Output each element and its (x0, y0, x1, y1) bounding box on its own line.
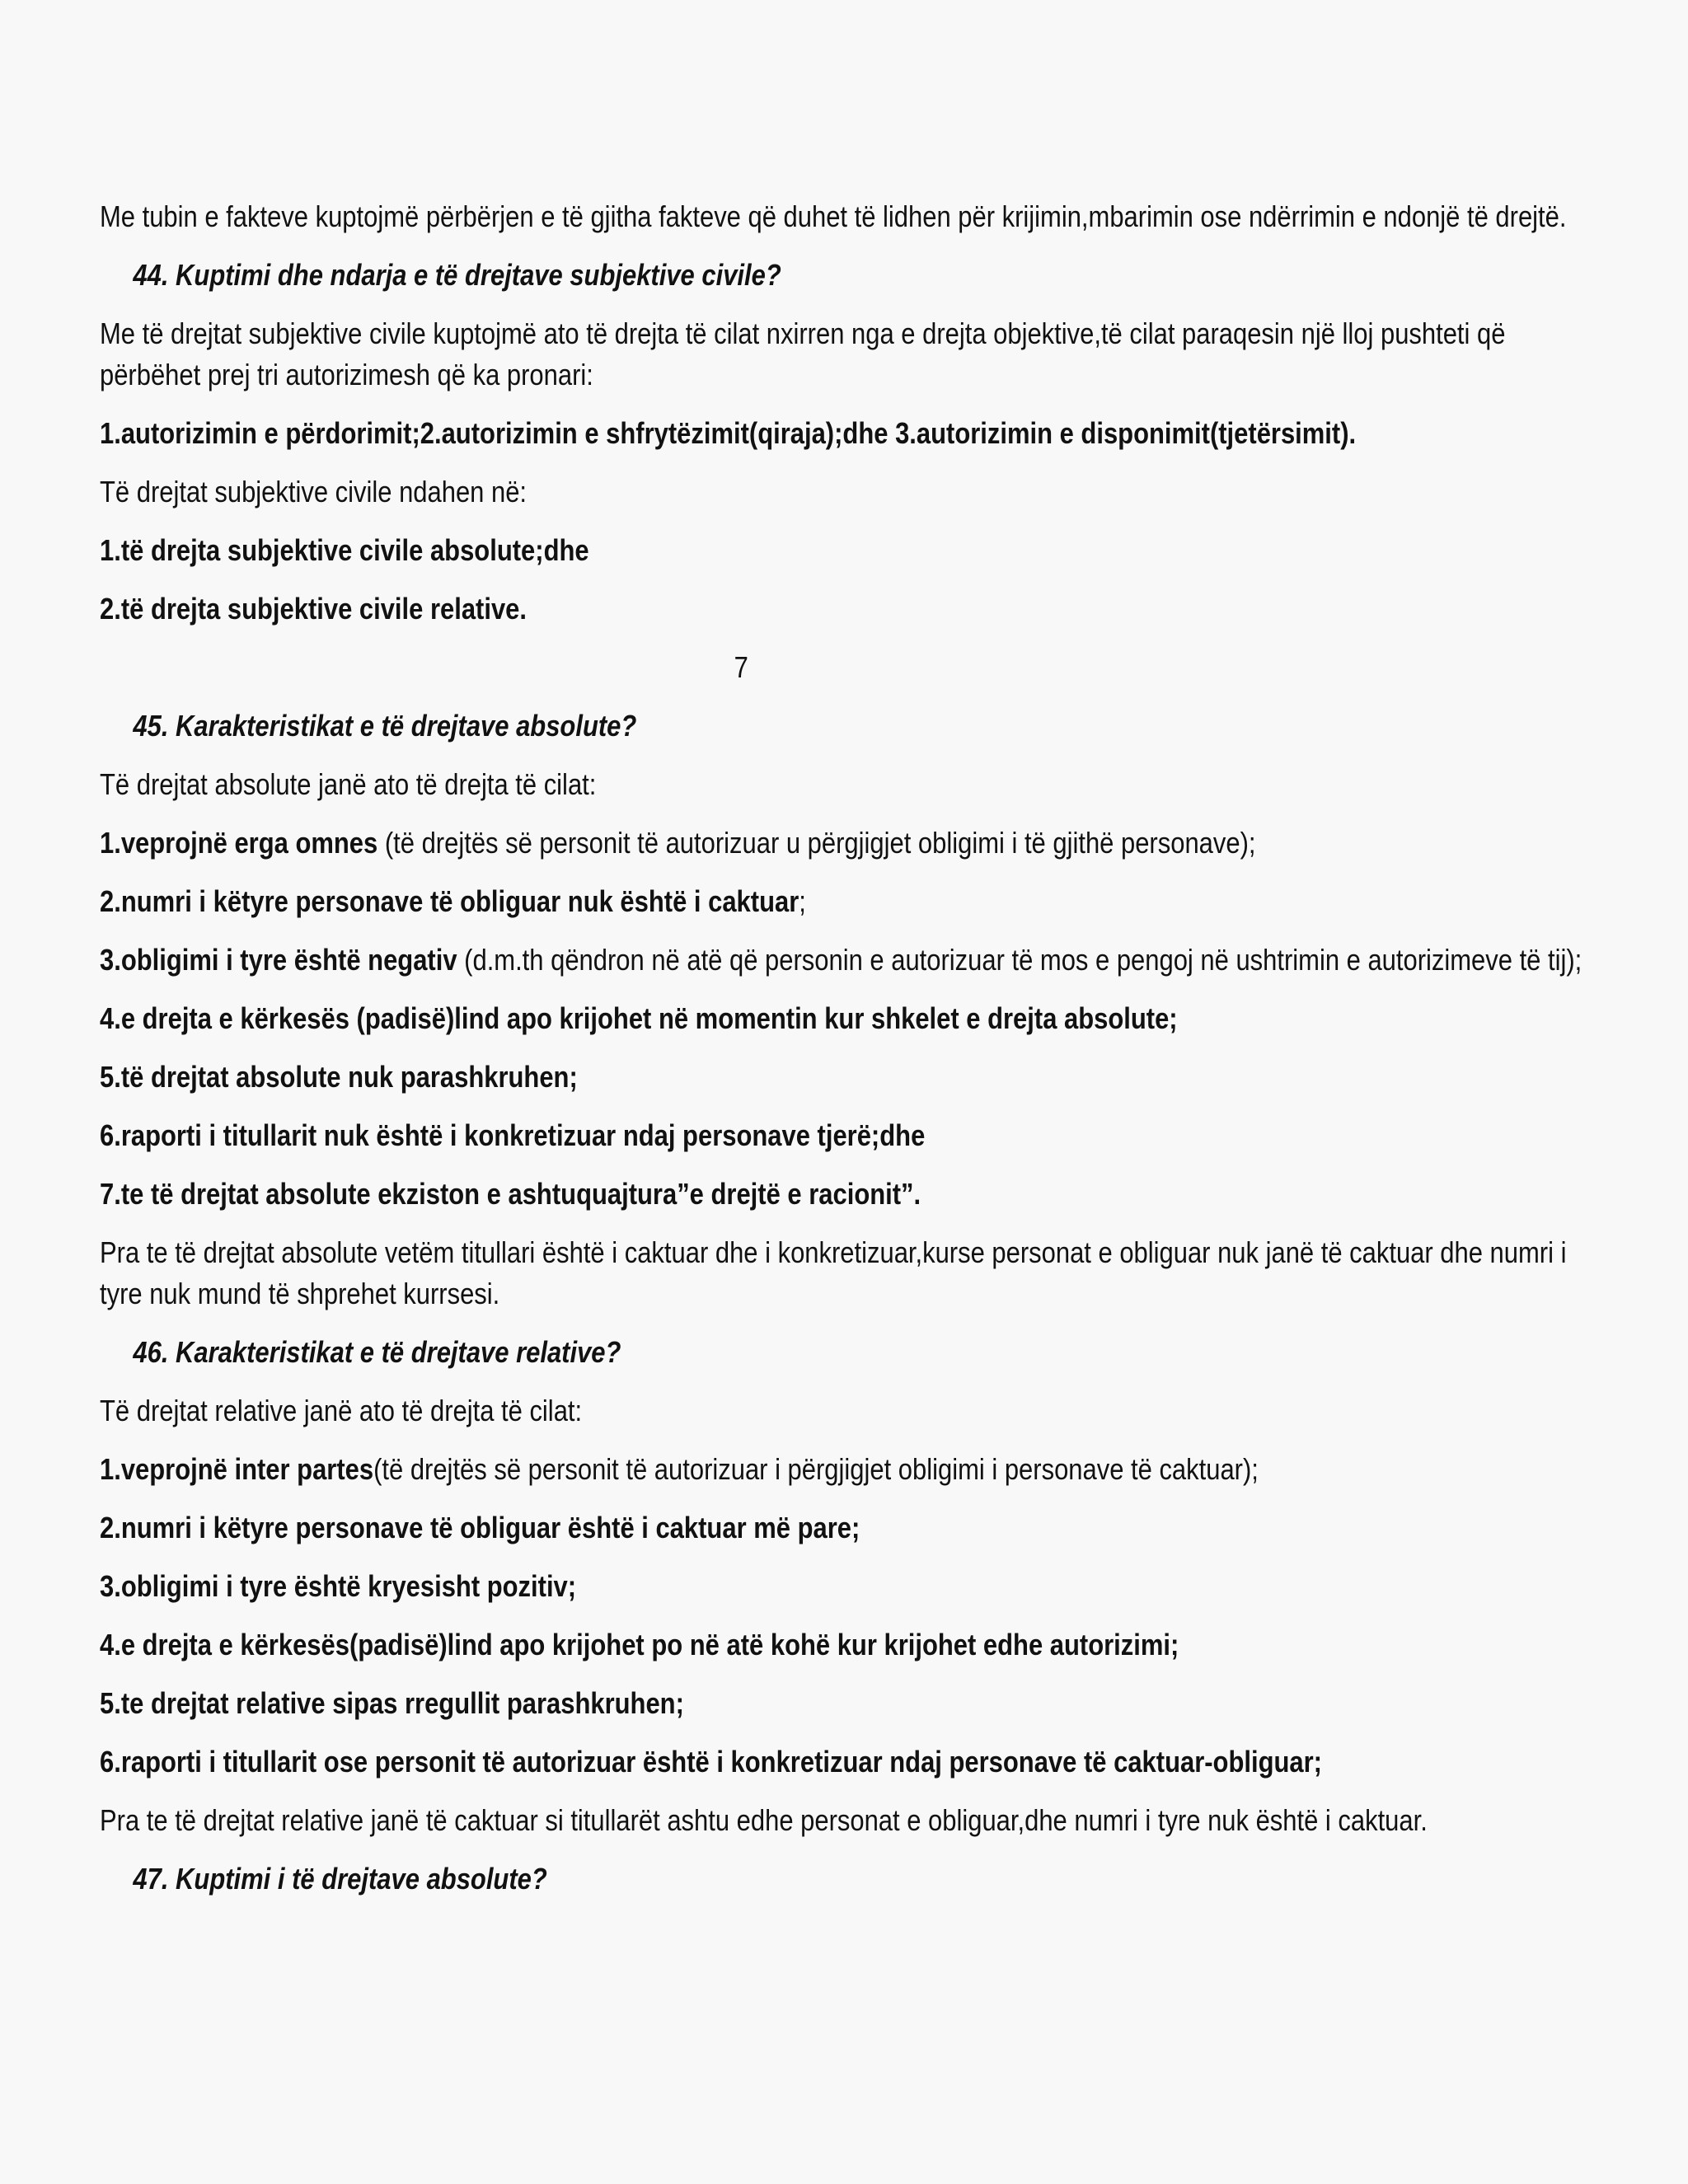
relative-item-2: 2.numri i këtyre personave të obliguar është i caktuar më pare; (100, 1511, 860, 1544)
page-number-text: 7 (734, 650, 748, 684)
paragraph-absolute-summary: Pra te të drejtat absolute vetëm titullari është i caktuar dhe i konkretizuar,kurse personat e obliguar nuk janë të caktuar dhe numri i tyre nuk mund të shprehet kurrsesi. (100, 1235, 1567, 1310)
paragraph-absolute-intro: Të drejtat absolute janë ato të drejta të cilat: (100, 767, 597, 801)
relative-item-6: 6.raporti i titullarit ose personit të autorizuar është i konkretizuar ndaj personave të caktuar-obliguar; (100, 1745, 1322, 1779)
paragraph-authorizations-list: 1.autorizimin e përdorimit;2.autorizimin e shfrytëzimit(qiraja);dhe 3.autorizimin e disponimit(tjetërsimit). (100, 416, 1357, 450)
absolute-item-1 (100, 823, 1591, 864)
paragraph-relative-summary: Pra te të drejtat relative janë të caktuar si titullarët ashtu edhe personat e obliguar,dhe numri i tyre nuk është i caktuar. (100, 1803, 1428, 1837)
question-44-heading: 44. Kuptimi dhe ndarja e të drejtave subjektive civile? (133, 258, 781, 292)
relative-item-5: 5.te drejtat relative sipas rregullit parashkruhen; (100, 1686, 684, 1720)
absolute-item-3-rest: (d.m.th qëndron në atë që personin e autorizuar të mos e pengoj në ushtrimin e autorizimeve të tij); (457, 943, 1582, 977)
question-47-heading: 47. Kuptimi i të drejtave absolute? (133, 1862, 547, 1896)
paragraph-subjective-rights-definition: Me të drejtat subjektive civile kuptojmë ato të drejta të cilat nxirren nga e drejta objektive,të cilat paraqesin një lloj pushteti që përbëhet prej tri autorizimesh që ka pronari: (100, 316, 1506, 391)
relative-item-1 (100, 1449, 1591, 1490)
absolute-item-5: 5.të drejtat absolute nuk parashkruhen; (100, 1060, 578, 1094)
absolute-item-2-rest: ; (799, 884, 806, 918)
absolute-item-1-rest: (të drejtës së personit të autorizuar u përgjigjet obligimi i të gjithë personave); (377, 826, 1256, 860)
absolute-item-2-bold: 2.numri i këtyre personave të obliguar nuk është i caktuar (100, 884, 799, 918)
page-number (100, 647, 1383, 688)
absolute-item-1-bold: 1.veprojnë erga omnes (100, 826, 378, 860)
relative-item-1-rest: (të drejtës së personit të autorizuar i përgjigjet obligimi i personave të caktuar); (373, 1452, 1259, 1486)
relative-item-3: 3.obligimi i tyre është kryesisht pozitiv; (100, 1569, 577, 1603)
absolute-item-2 (100, 881, 1591, 922)
question-46-heading: 46. Karakteristikat e të drejtave relative? (133, 1335, 621, 1369)
relative-item-1-bold: 1.veprojnë inter partes (100, 1452, 374, 1486)
relative-item-4: 4.e drejta e kërkesës(padisë)lind apo krijohet po në atë kohë kur krijohet edhe autorizimi; (100, 1628, 1179, 1661)
division-item-absolute: 1.të drejta subjektive civile absolute;dhe (100, 533, 589, 567)
paragraph-facts-definition: Me tubin e fakteve kuptojmë përbërjen e të gjitha fakteve që duhet të lidhen për krijimin,mbarimin ose ndërrimin e ndonjë të drejtë. (100, 199, 1567, 233)
absolute-item-3-bold: 3.obligimi i tyre është negativ (100, 943, 457, 977)
paragraph-division-intro: Të drejtat subjektive civile ndahen në: (100, 475, 528, 509)
question-45-heading: 45. Karakteristikat e të drejtave absolute? (133, 709, 637, 743)
absolute-item-3 (100, 940, 1591, 981)
document-page (100, 196, 1591, 1917)
absolute-item-7: 7.te të drejtat absolute ekziston e ashtuquajtura”e drejtë e racionit”. (100, 1177, 921, 1211)
paragraph-relative-intro: Të drejtat relative janë ato të drejta të cilat: (100, 1394, 583, 1427)
division-item-relative: 2.të drejta subjektive civile relative. (100, 592, 528, 626)
absolute-item-4: 4.e drejta e kërkesës (padisë)lind apo krijohet në momentin kur shkelet e drejta absolute; (100, 1001, 1178, 1035)
absolute-item-6: 6.raporti i titullarit nuk është i konkretizuar ndaj personave tjerë;dhe (100, 1118, 926, 1152)
